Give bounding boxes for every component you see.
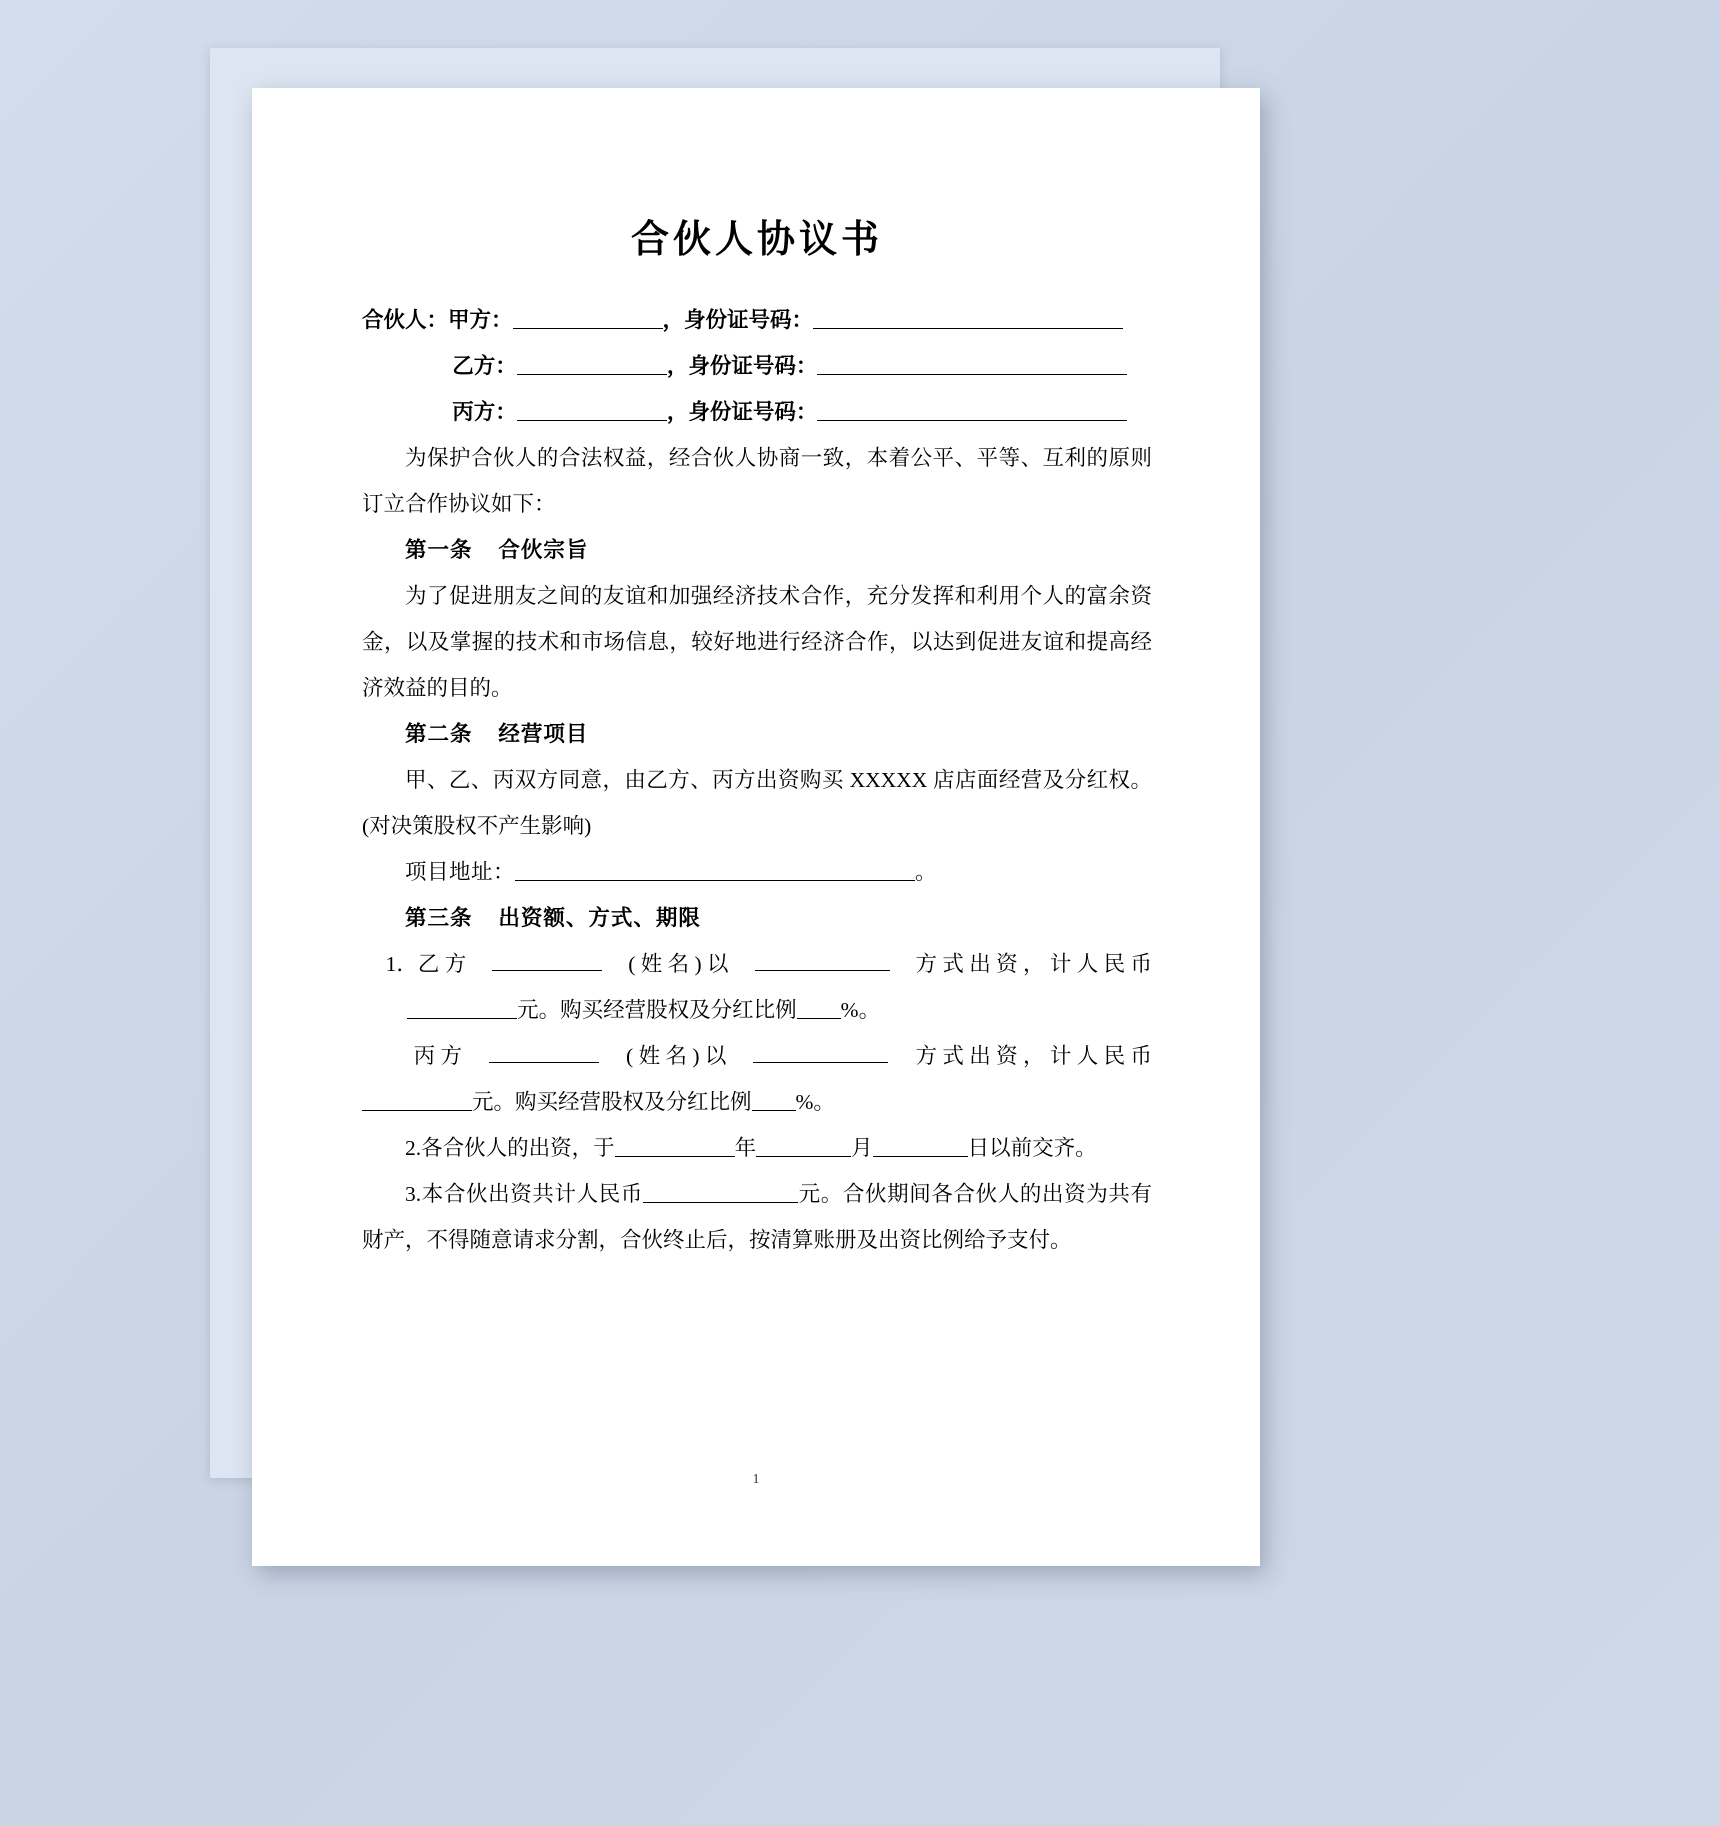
document-body bbox=[362, 208, 1152, 1263]
item1-mid: 方 式 出 资 ， 计 人 民 币 bbox=[915, 952, 1152, 976]
section-3-title: 出资额、方式、期限 bbox=[498, 906, 701, 930]
page-title: 合伙人协议书 bbox=[630, 216, 883, 261]
document-page bbox=[252, 88, 1260, 1566]
item1b-mid: 方 式 出 资 ， 计 人 民 币 bbox=[915, 1044, 1152, 1068]
capital-item-1-bingfang-line2 bbox=[362, 1079, 1152, 1125]
party-line-jiafang bbox=[362, 297, 1152, 343]
bingfang-id-blank[interactable] bbox=[817, 397, 1127, 421]
party-prefix-yifang: 乙方： bbox=[452, 354, 517, 378]
yifang-dividend-ratio-blank[interactable] bbox=[797, 995, 841, 1019]
page-number: 1 bbox=[752, 1472, 760, 1487]
capital-item-1-bingfang-line1 bbox=[362, 1033, 1152, 1079]
yifang-capital-method-blank[interactable] bbox=[755, 947, 890, 971]
capital-item-2 bbox=[362, 1125, 1152, 1171]
item3-tail: 元。合伙期间各合伙人的出资为共有财产，不得随意请求分割，合伙终止后，按清算账册及出资比例给予支付。 bbox=[362, 1182, 1152, 1252]
jiafang-id-blank[interactable] bbox=[813, 305, 1123, 329]
item1-tail-b: %。 bbox=[840, 998, 881, 1022]
bingfang-capital-name-blank[interactable] bbox=[489, 1039, 599, 1063]
bingfang-capital-method-blank[interactable] bbox=[753, 1039, 888, 1063]
item1b-name-suffix: ( 姓 名 ) 以 bbox=[626, 1044, 727, 1068]
item1-tail-a: 元。购买经营股权及分红比例 bbox=[517, 998, 797, 1022]
payment-month-blank[interactable] bbox=[756, 1133, 851, 1157]
item3-prefix: 3.本合伙出资共计人民币 bbox=[405, 1182, 643, 1206]
section-1-number: 第一条 bbox=[405, 538, 473, 562]
item2-day: 日以前交齐。 bbox=[967, 1136, 1097, 1160]
project-address-suffix: 。 bbox=[915, 860, 938, 884]
party-prefix-bingfang: 丙方： bbox=[452, 400, 517, 424]
section-2-title: 经营项目 bbox=[498, 722, 589, 746]
capital-item-1-yifang-line2 bbox=[362, 987, 1152, 1033]
project-address-blank[interactable] bbox=[515, 857, 915, 881]
party-line-bingfang bbox=[362, 389, 1152, 435]
section-2-heading bbox=[362, 711, 1152, 757]
bingfang-name-blank[interactable] bbox=[517, 397, 667, 421]
item1b-tail-b: %。 bbox=[795, 1090, 835, 1114]
item2-month: 月 bbox=[851, 1136, 873, 1160]
section-2-paragraph: 甲、乙、丙双方同意，由乙方、丙方出资购买 XXXXX 店店面经营及分红权。(对决策股权不产生影响) bbox=[362, 768, 1152, 838]
project-address-row bbox=[362, 849, 1152, 895]
section-3-heading bbox=[362, 895, 1152, 941]
section-1-paragraph: 为了促进朋友之间的友谊和加强经济技术合作，充分发挥和利用个人的富余资金，以及掌握的技术和市场信息，较好地进行经济合作，以达到促进友谊和提高经济效益的目的。 bbox=[362, 584, 1152, 700]
party-id-label-yifang: ，身份证号码： bbox=[666, 354, 818, 378]
party-line-yifang bbox=[362, 343, 1152, 389]
preamble-paragraph: 为保护合伙人的合法权益，经合伙人协商一致，本着公平、平等、互利的原则订立合作协议如下： bbox=[362, 446, 1152, 516]
party-id-label-bingfang: ，身份证号码： bbox=[666, 400, 818, 424]
section-1-heading bbox=[362, 527, 1152, 573]
yifang-capital-amount-blank[interactable] bbox=[407, 995, 517, 1019]
item1-prefix: 1．乙 方 bbox=[385, 952, 467, 976]
payment-year-blank[interactable] bbox=[615, 1133, 735, 1157]
yifang-id-blank[interactable] bbox=[817, 351, 1127, 375]
item2-prefix: 2.各合伙人的出资，于 bbox=[405, 1136, 615, 1160]
section-1-title: 合伙宗旨 bbox=[498, 538, 589, 562]
section-3-number: 第三条 bbox=[405, 906, 473, 930]
item2-year: 年 bbox=[734, 1136, 757, 1160]
capital-item-3 bbox=[362, 1171, 1152, 1263]
section-2-number: 第二条 bbox=[405, 722, 473, 746]
project-address-label: 项目地址： bbox=[405, 860, 516, 884]
yifang-name-blank[interactable] bbox=[517, 351, 667, 375]
payment-day-blank[interactable] bbox=[873, 1133, 968, 1157]
bingfang-dividend-ratio-blank[interactable] bbox=[752, 1087, 796, 1111]
total-capital-blank[interactable] bbox=[643, 1179, 798, 1203]
jiafang-name-blank[interactable] bbox=[513, 305, 663, 329]
bingfang-capital-amount-blank[interactable] bbox=[362, 1087, 472, 1111]
capital-item-1-yifang-line1 bbox=[362, 941, 1152, 987]
item1b-tail-a: 元。购买经营股权及分红比例 bbox=[472, 1090, 752, 1114]
party-prefix-jiafang: 合伙人：甲方： bbox=[362, 308, 513, 332]
item1b-prefix: 丙 方 bbox=[413, 1044, 462, 1068]
party-id-label-jiafang: ，身份证号码： bbox=[662, 308, 814, 332]
item1-name-suffix: ( 姓 名 ) 以 bbox=[628, 952, 729, 976]
yifang-capital-name-blank[interactable] bbox=[492, 947, 602, 971]
